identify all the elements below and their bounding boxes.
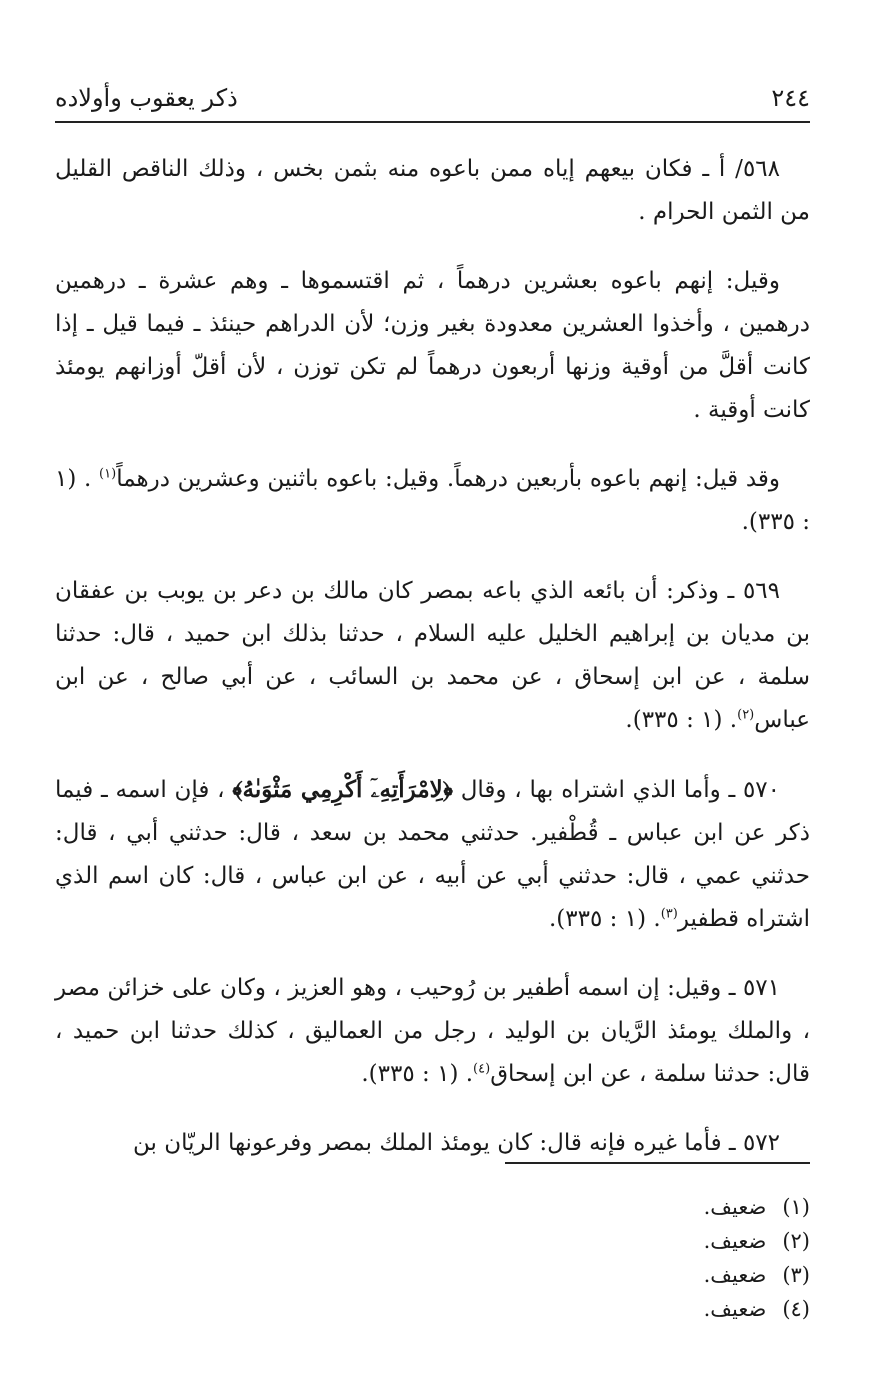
page-header: [55, 80, 810, 116]
page-number: ٢٤٤: [771, 84, 810, 112]
header-rule: [55, 121, 810, 123]
paragraph: ٥٧٠ ـ وأما الذي اشتراه بها ، وقال ﴿لِامْرَأَتِهِۦٓ أَكْرِمِي مَثْوَىٰهُ﴾ ، فإن اسمه ـ فيما ذكر عن ابن عباس ـ قُطْفير. حدثني محمد بن سعد ، قال: حدثني أبي ، قال: حدثني عمي ، قال: حدثني أبي عن أبيه ، عن ابن عباس ، قال: كان اسم الذي اشتراه قطفير$^{(٣)}$. (١ : ٣٣٥).: [55, 776, 810, 932]
footnote-ref: (١): [99, 466, 117, 482]
footnotes: [410, 1190, 810, 1326]
footnote-ref: (٢): [737, 707, 755, 723]
footnote-ref: (٣): [660, 906, 678, 922]
running-title: ذكر يعقوب وأولاده: [55, 84, 238, 112]
footnote-ref: (٤): [473, 1061, 491, 1077]
footnote: (١) ضعيف.: [703, 1195, 810, 1219]
quran-quote: ﴿لِامْرَأَتِهِۦٓ أَكْرِمِي مَثْوَىٰهُ﴾: [232, 776, 453, 803]
footnote-rule: [505, 1162, 810, 1164]
footnote: (٢) ضعيف.: [703, 1229, 810, 1253]
footnote: (٣) ضعيف.: [703, 1263, 810, 1287]
paragraph: وقد قيل: إنهم باعوه بأربعين درهماً. وقيل: باعوه باثنين وعشرين درهماً$^{(١)}$ . (١ : ٣٣٥).: [55, 466, 810, 535]
paragraph: وقيل: إنهم باعوه بعشرين درهماً ، ثم اقتسموها ـ وهم عشرة ـ درهمين درهمين ، وأخذوا العشرين معدودة بغير وزن؛ لأن الدراهم حينئذ ـ فيما قيل ـ إذا كانت أقلَّ من أوقية وزنها أربعون درهماً لم تكن توزن ، لأن أقلّ أوزانهم يومئذ كانت أوقية .: [55, 268, 810, 423]
paragraph: ٥٦٩ ـ وذكر: أن بائعه الذي باعه بمصر كان مالك بن دعر بن يوبب بن عفقان بن مديان بن إبراهيم الخليل عليه السلام ، حدثنا بذلك ابن حميد ، قال: حدثنا سلمة ، عن ابن إسحاق ، عن محمد بن السائب ، عن أبي صالح ، عن ابن عباس$^{(٢)}$. (١ : ٣٣٥).: [55, 578, 810, 733]
paragraph: ٥٧١ ـ وقيل: إن اسمه أطفير بن رُوحيب ، وهو العزيز ، وكان على خزائن مصر ، والملك يومئذ الرَّيان بن الوليد ، رجل من العماليق ، كذلك حدثنا ابن حميد ، قال: حدثنا سلمة ، عن ابن إسحاق$^{(٤)}$. (١ : ٣٣٥).: [55, 975, 810, 1087]
paragraph: ٥٦٨/ أ ـ فكان بيعهم إياه ممن باعوه منه بثمن بخس ، وذلك الناقص القليل من الثمن الحرام .: [55, 156, 810, 225]
paragraph: ٥٧٢ ـ فأما غيره فإنه قال: كان يومئذ الملك بمصر وفرعونها الريّان بن: [133, 1130, 780, 1156]
footnote: (٤) ضعيف.: [703, 1297, 810, 1321]
main-text: [55, 148, 810, 1191]
